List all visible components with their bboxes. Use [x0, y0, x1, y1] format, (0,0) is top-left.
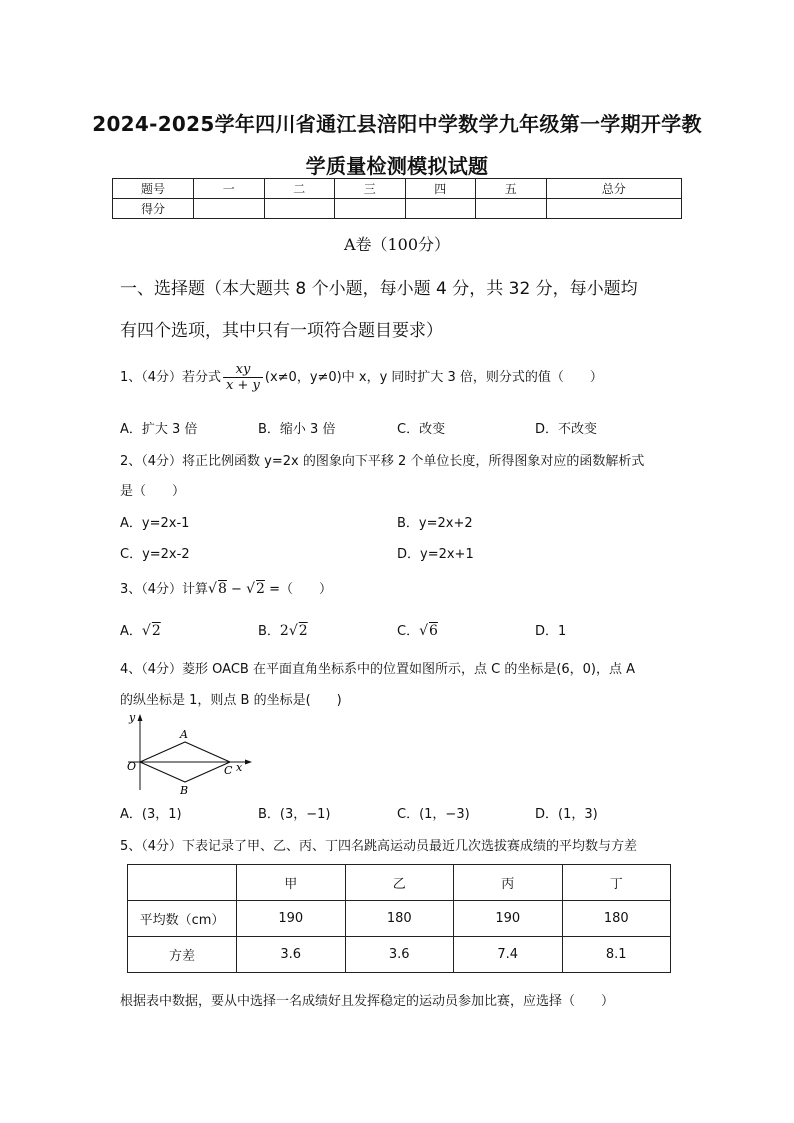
row-label-mean: 平均数（cm） — [128, 901, 237, 937]
q1-prefix: 1、（4分）若分式 — [120, 370, 222, 385]
table-header-cell: 丙 — [454, 865, 563, 901]
question-1 — [120, 362, 603, 394]
label-b: B — [180, 784, 189, 797]
q4-option-a[interactable]: A．(3，1) — [120, 807, 182, 822]
table-header-cell — [128, 865, 237, 901]
q2-option-d[interactable]: D．y=2x+1 — [397, 547, 474, 562]
q3-option-c[interactable] — [397, 620, 438, 639]
section1-heading-line2: 有四个选项，其中只有一项符合题目要求） — [120, 321, 443, 341]
score-input-cell[interactable] — [264, 199, 335, 219]
table-cell: 180 — [345, 901, 454, 937]
score-header-cell: 总分 — [546, 179, 682, 199]
q1-denominator: x + y — [226, 378, 260, 393]
q4-option-b[interactable]: B．(3，−1) — [258, 807, 331, 822]
score-row-label: 得分 — [113, 199, 194, 219]
table-cell: 3.6 — [345, 937, 454, 973]
q2-option-a[interactable]: A．y=2x-1 — [120, 516, 190, 531]
label-x: x — [236, 761, 243, 774]
q4-option-c[interactable]: C．(1，−3) — [397, 807, 470, 822]
table-header-row — [128, 865, 671, 901]
score-input-cell[interactable] — [546, 199, 682, 219]
table-header-cell: 丁 — [562, 865, 671, 901]
q3-minus: − — [231, 582, 242, 597]
table-cell: 190 — [454, 901, 563, 937]
score-header-cell: 二 — [264, 179, 335, 199]
q3-option-d[interactable]: D．1 — [535, 624, 567, 639]
row-label-variance: 方差 — [128, 937, 237, 973]
q3-opt-c-label: C． — [397, 624, 420, 639]
question-2-line1: 2、（4分）将正比例函数 y=2x 的图象向下平移 2 个单位长度，所得图象对应的函数解析式 — [120, 454, 645, 469]
table-cell: 8.1 — [562, 937, 671, 973]
q3-option-a[interactable] — [120, 620, 161, 639]
q3-opt-c-value: √6 — [419, 623, 438, 639]
q3-opt-a-value: √2 — [141, 623, 161, 639]
q3-opt-b-label: B． — [258, 624, 280, 639]
table-cell: 3.6 — [237, 937, 346, 973]
score-input-cell[interactable] — [405, 199, 476, 219]
score-input-cell[interactable] — [476, 199, 547, 219]
score-header-cell: 题号 — [113, 179, 194, 199]
q3-opt-b-value: 2√2 — [279, 623, 308, 639]
score-input-cell[interactable] — [194, 199, 265, 219]
q3-option-b[interactable] — [258, 620, 308, 639]
table-header-cell: 乙 — [345, 865, 454, 901]
question-4-line1: 4、（4分）菱形 OACB 在平面直角坐标系中的位置如图所示，点 C 的坐标是(6，0)，点 A — [120, 662, 636, 677]
label-c: C — [224, 764, 233, 777]
q3-suffix: =（ ） — [269, 582, 332, 597]
score-table-header-row — [113, 179, 682, 199]
table-row — [128, 901, 671, 937]
q1-suffix: (x≠0，y≠0)中 x，y 同时扩大 3 倍，则分式的值（ ） — [264, 370, 603, 385]
page-title-line1: 2024-2025学年四川省通江县涪阳中学数学九年级第一学期开学教 — [92, 112, 702, 136]
question-5-line1: 5、（4分）下表记录了甲、乙、丙、丁四名跳高运动员最近几次选拔赛成绩的平均数与方差 — [120, 839, 638, 854]
q4-option-d[interactable]: D．(1，3) — [535, 807, 598, 822]
question-3 — [120, 578, 332, 597]
q1-numerator: xy — [223, 362, 263, 378]
q2-option-c[interactable]: C．y=2x-2 — [120, 547, 190, 562]
athlete-stats-table — [127, 864, 671, 973]
q3-opt-a-label: A． — [120, 624, 142, 639]
q1-option-b[interactable]: B．缩小 3 倍 — [258, 422, 336, 437]
q4-rhombus-figure — [118, 710, 258, 798]
score-table — [112, 178, 682, 219]
score-header-cell: 三 — [335, 179, 406, 199]
q1-option-d[interactable]: D．不改变 — [535, 422, 598, 437]
score-table-row — [113, 199, 682, 219]
page-title-line2: 学质量检测模拟试题 — [305, 154, 489, 178]
q3-prefix: 3、（4分）计算 — [120, 582, 209, 597]
q1-option-a[interactable]: A．扩大 3 倍 — [120, 422, 198, 437]
table-header-cell: 甲 — [237, 865, 346, 901]
y-axis-arrow-icon — [138, 714, 143, 721]
q1-option-c[interactable]: C．改变 — [397, 422, 446, 437]
table-cell: 7.4 — [454, 937, 563, 973]
question-5-prompt: 根据表中数据，要从中选择一名成绩好且发挥稳定的运动员参加比赛，应选择（ ） — [120, 994, 615, 1009]
score-input-cell[interactable] — [335, 199, 406, 219]
table-row — [128, 937, 671, 973]
label-a: A — [180, 728, 188, 741]
score-header-cell: 五 — [476, 179, 547, 199]
table-cell: 190 — [237, 901, 346, 937]
paper-a-heading: A卷（100分） — [343, 235, 451, 254]
score-header-cell: 四 — [405, 179, 476, 199]
question-4-line2: 的纵坐标是 1，则点 B 的坐标是( ) — [120, 693, 342, 708]
table-cell: 180 — [562, 901, 671, 937]
question-2-line2: 是（ ） — [120, 484, 186, 499]
q3-radical-2: √2 — [246, 581, 265, 597]
x-axis-arrow-icon — [245, 760, 252, 765]
q2-option-b[interactable]: B．y=2x+2 — [397, 516, 473, 531]
section1-heading-line1: 一、选择题（本大题共 8 个小题，每小题 4 分，共 32 分，每小题均 — [120, 279, 638, 299]
score-header-cell: 一 — [194, 179, 265, 199]
q1-fraction — [223, 362, 263, 393]
q3-radical-1: √8 — [208, 581, 227, 597]
label-y: y — [129, 711, 136, 724]
label-o: O — [127, 760, 137, 773]
